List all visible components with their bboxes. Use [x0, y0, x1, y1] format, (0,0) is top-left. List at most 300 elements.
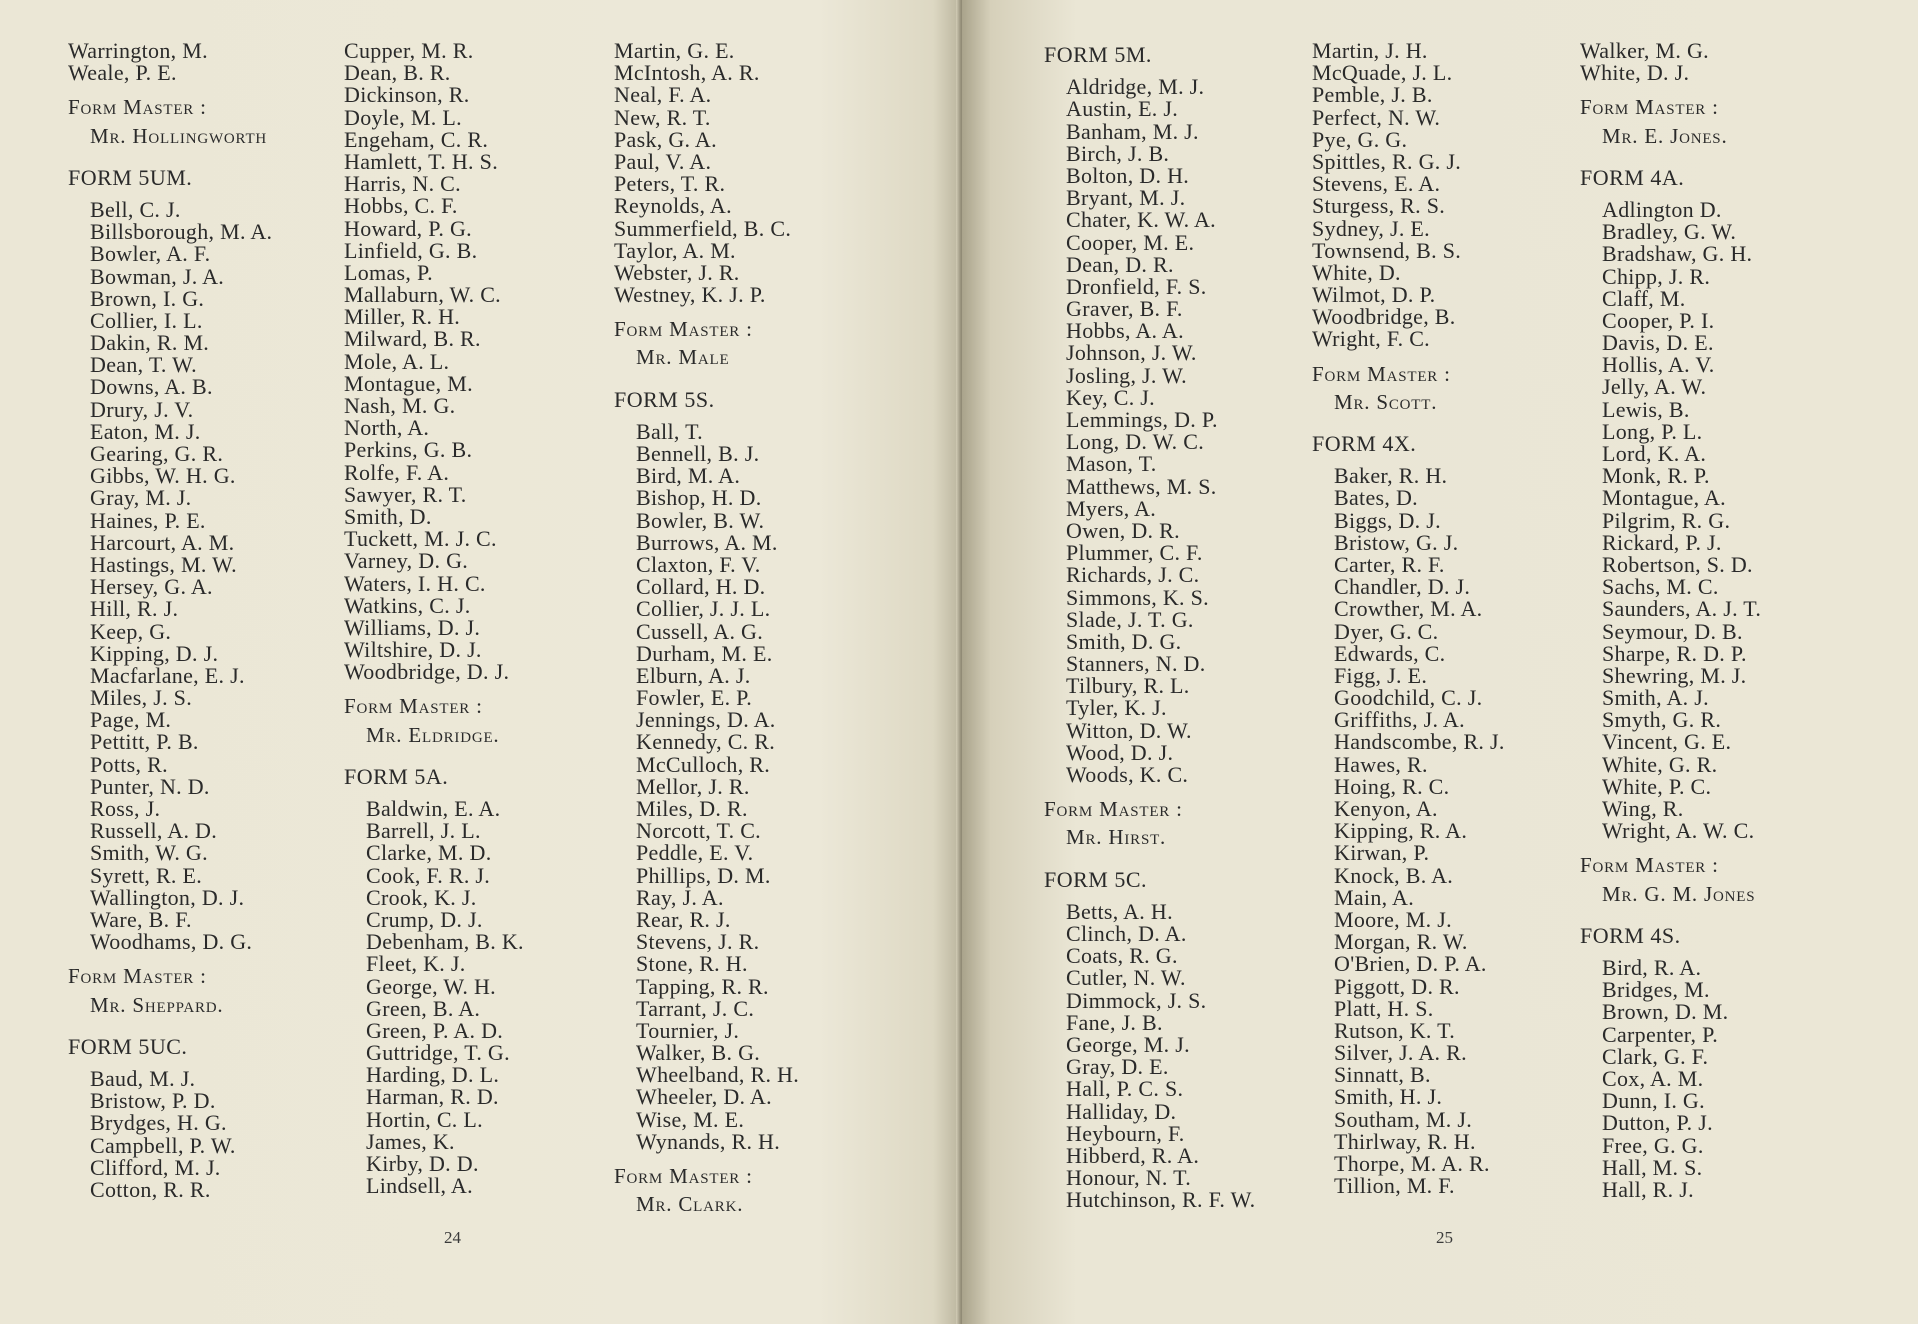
student-name: Harris, N. C. [344, 171, 461, 197]
student-name: Summerfield, B. C. [614, 215, 792, 241]
student-name: Mole, A. L. [344, 348, 450, 374]
student-name: Dunn, I. G. [1602, 1088, 1705, 1114]
student-name: Cutler, N. W. [1066, 965, 1186, 991]
student-name: Platt, H. S. [1334, 995, 1434, 1021]
student-name: Hastings, M. W. [90, 551, 237, 577]
student-name: Hobbs, C. F. [344, 193, 458, 219]
student-name: Thorpe, M. A. R. [1334, 1151, 1490, 1177]
student-name: Josling, J. W. [1066, 362, 1187, 388]
student-name: Pilgrim, R. G. [1602, 507, 1731, 533]
student-name: Jelly, A. W. [1602, 374, 1707, 400]
student-name: Long, P. L. [1602, 418, 1703, 444]
student-name: Kipping, R. A. [1334, 818, 1468, 844]
student-name: Baldwin, E. A. [366, 796, 501, 822]
student-name: Walker, B. G. [636, 1040, 761, 1066]
student-name: Claxton, F. V. [636, 551, 761, 577]
student-name: Brydges, H. G. [90, 1110, 227, 1136]
student-name: Saunders, A. J. T. [1602, 596, 1762, 622]
form-heading: FORM 4X. [1312, 431, 1417, 457]
student-name: New, R. T. [614, 104, 711, 130]
student-name: Harcourt, A. M. [90, 529, 235, 555]
form-master-name: Mr. Scott. [1334, 389, 1438, 414]
student-name: Miles, J. S. [90, 685, 193, 711]
student-name: Weale, P. E. [68, 60, 177, 86]
student-name: Hollis, A. V. [1602, 352, 1715, 378]
student-name: George, W. H. [366, 973, 496, 999]
student-name: Chandler, D. J. [1334, 574, 1471, 600]
student-name: Hibberd, R. A. [1066, 1142, 1200, 1168]
student-name: Robertson, S. D. [1602, 551, 1753, 577]
student-name: McQuade, J. L. [1312, 60, 1453, 86]
student-name: Fowler, E. P. [636, 685, 753, 711]
student-name: Perfect, N. W. [1312, 104, 1441, 130]
student-name: Williams, D. J. [344, 614, 481, 640]
student-name: Rolfe, F. A. [344, 459, 450, 485]
student-name: White, D. J. [1580, 60, 1690, 86]
student-name: Woodbridge, D. J. [344, 659, 510, 685]
student-name: Davis, D. E. [1602, 330, 1714, 356]
student-name: Hortin, C. L. [366, 1106, 483, 1132]
student-name: Edwards, C. [1334, 640, 1446, 666]
student-name: Ball, T. [636, 418, 703, 444]
student-name: Durham, M. E. [636, 640, 773, 666]
student-name: Graver, B. F. [1066, 296, 1183, 322]
student-name: Handscombe, R. J. [1334, 729, 1505, 755]
student-name: Punter, N. D. [90, 773, 210, 799]
student-name: Sturgess, R. S. [1312, 193, 1446, 219]
student-name: Austin, E. J. [1066, 96, 1179, 122]
form-heading: FORM 5C. [1044, 866, 1148, 892]
student-name: Chater, K. W. A. [1066, 207, 1216, 233]
student-name: Smith, D. G. [1066, 628, 1182, 654]
student-name: Eaton, M. J. [90, 418, 201, 444]
page-number: 25 [1436, 1228, 1453, 1247]
student-name: Bristow, P. D. [90, 1088, 216, 1114]
student-name: Wilmot, D. P. [1312, 282, 1436, 308]
student-name: Crump, D. J. [366, 906, 483, 932]
student-name: North, A. [344, 415, 430, 441]
student-name: Dimmock, J. S. [1066, 987, 1207, 1013]
student-name: Smith, W. G. [90, 840, 208, 866]
student-name: Martin, J. H. [1312, 38, 1428, 63]
form-heading: FORM 5A. [344, 763, 449, 789]
form-master-name: Mr. Sheppard. [90, 992, 224, 1017]
student-name: Bates, D. [1334, 485, 1418, 511]
form-master-label: Form Master : [344, 694, 483, 719]
student-name: Bird, R. A. [1602, 955, 1702, 981]
student-name: Coats, R. G. [1066, 943, 1178, 969]
student-name: Downs, A. B. [90, 374, 213, 400]
student-name: Peddle, E. V. [636, 840, 754, 866]
student-name: Dean, T. W. [90, 352, 197, 378]
student-name: Peters, T. R. [614, 171, 726, 197]
student-name: Wallington, D. J. [90, 884, 245, 910]
student-name: Dean, D. R. [1066, 251, 1174, 277]
student-name: Wheeler, D. A. [636, 1084, 772, 1110]
form-master-name: Mr. E. Jones. [1602, 123, 1728, 148]
student-name: Honour, N. T. [1066, 1165, 1192, 1191]
student-name: Engeham, C. R. [344, 126, 489, 152]
student-name: Main, A. [1334, 884, 1415, 910]
student-name: Pye, G. G. [1312, 126, 1408, 152]
student-name: Kirby, D. D. [366, 1151, 479, 1177]
student-name: Woodbridge, B. [1312, 304, 1456, 330]
student-name: Bowler, A. F. [90, 241, 211, 267]
student-name: Dutton, P. J. [1602, 1110, 1713, 1136]
form-heading: FORM 4S. [1580, 922, 1681, 948]
form-master-label: Form Master : [614, 317, 753, 342]
student-name: Baud, M. J. [90, 1065, 196, 1091]
student-name: Collard, H. D. [636, 574, 766, 600]
student-name: Pemble, J. B. [1312, 82, 1433, 108]
student-name: Owen, D. R. [1066, 517, 1180, 543]
student-name: Collier, J. J. L. [636, 596, 771, 622]
student-name: Claff, M. [1602, 285, 1686, 311]
form-master-label: Form Master : [1580, 853, 1719, 878]
student-name: Wiltshire, D. J. [344, 637, 482, 663]
student-name: Debenham, B. K. [366, 929, 524, 955]
student-name: Free, G. G. [1602, 1132, 1704, 1158]
student-name: Fleet, K. J. [366, 951, 466, 977]
student-name: Bell, C. J. [90, 196, 181, 222]
student-name: Tournier, J. [636, 1017, 740, 1043]
student-name: Clifford, M. J. [90, 1154, 221, 1180]
student-name: Woods, K. C. [1066, 762, 1189, 788]
form-master-name: Mr. Hirst. [1066, 825, 1167, 850]
student-name: Baker, R. H. [1334, 463, 1448, 489]
student-name: Birch, J. B. [1066, 140, 1170, 166]
student-name: Bradley, G. W. [1602, 219, 1737, 245]
student-name: Knock, B. A. [1334, 862, 1454, 888]
student-name: Green, P. A. D. [366, 1017, 504, 1043]
student-name: Reynolds, A. [614, 193, 732, 219]
student-name: Rear, R. J. [636, 906, 731, 932]
student-name: Townsend, B. S. [1312, 237, 1462, 263]
student-name: Pask, G. A. [614, 126, 717, 152]
student-name: Varney, D. G. [344, 548, 469, 574]
student-name: Figg, J. E. [1334, 662, 1428, 688]
student-name: Griffiths, J. A. [1334, 707, 1465, 733]
student-name: Kenyon, A. [1334, 796, 1438, 822]
student-name: James, K. [366, 1128, 455, 1154]
student-name: Bowman, J. A. [90, 263, 225, 289]
student-name: Perkins, G. B. [344, 437, 473, 463]
student-name: Johnson, J. W. [1066, 340, 1197, 366]
student-name: Slade, J. T. G. [1066, 606, 1194, 632]
student-name: Hall, P. C. S. [1066, 1076, 1184, 1102]
student-name: Kirwan, P. [1334, 840, 1430, 866]
student-name: Montague, M. [344, 370, 473, 396]
student-name: Clark, G. F. [1602, 1043, 1709, 1069]
student-name: Bradshaw, G. H. [1602, 241, 1753, 267]
student-name: Martin, G. E. [614, 38, 735, 63]
student-name: Gray, D. E. [1066, 1054, 1169, 1080]
student-name: Cotton, R. R. [90, 1176, 211, 1202]
student-name: Dakin, R. M. [90, 330, 210, 356]
student-name: Norcott, T. C. [636, 818, 761, 844]
student-name: McCulloch, R. [636, 751, 771, 777]
student-name: Morgan, R. W. [1334, 929, 1468, 955]
student-name: Stanners, N. D. [1066, 651, 1206, 677]
student-name: Biggs, D. J. [1334, 507, 1441, 533]
left-column-1 [68, 40, 318, 1201]
student-name: Cooper, M. E. [1066, 229, 1195, 255]
form-master-label: Form Master : [1312, 361, 1451, 386]
form-heading: FORM 5UM. [68, 164, 193, 190]
student-name: Wood, D. J. [1066, 739, 1174, 765]
student-name: Webster, J. R. [614, 259, 740, 285]
student-name: Mallaburn, W. C. [344, 282, 501, 308]
student-name: Drury, J. V. [90, 396, 194, 422]
student-name: Adlington D. [1602, 196, 1722, 222]
left-column-2 [344, 40, 594, 1197]
student-name: Westney, K. J. P. [614, 282, 766, 308]
student-name: Clinch, D. A. [1066, 921, 1187, 946]
student-name: Smith, A. J. [1602, 685, 1709, 711]
student-name: Hill, R. J. [90, 596, 179, 622]
form-heading: FORM 4A. [1580, 164, 1685, 190]
student-name: Betts, A. H. [1066, 898, 1173, 924]
form-master-label: Form Master : [1044, 797, 1183, 822]
student-name: Monk, R. P. [1602, 463, 1710, 489]
student-name: Stevens, J. R. [636, 929, 760, 955]
student-name: Wynands, R. H. [636, 1128, 781, 1154]
student-name: Lindsell, A. [366, 1173, 473, 1199]
student-name: Waters, I. H. C. [344, 570, 486, 596]
student-name: Brown, D. M. [1602, 999, 1729, 1025]
student-name: Richards, J. C. [1066, 562, 1200, 588]
student-name: Dean, B. R. [344, 60, 451, 86]
student-name: Brown, I. G. [90, 285, 205, 311]
student-name: Jennings, D. A. [636, 707, 776, 733]
student-name: Tilbury, R. L. [1066, 673, 1190, 699]
student-name: Bird, M. A. [636, 463, 741, 489]
page-number: 24 [444, 1228, 461, 1247]
student-name: Smith, D. [344, 503, 432, 529]
student-name: Plummer, C. F. [1066, 540, 1203, 566]
student-name: Howard, P. G. [344, 215, 472, 241]
form-master-label: Form Master : [68, 964, 207, 989]
student-name: Potts, R. [90, 751, 168, 777]
student-name: Gray, M. J. [90, 485, 192, 511]
form-master-name: Mr. Eldridge. [366, 722, 500, 747]
student-name: Shewring, M. J. [1602, 662, 1747, 688]
student-name: Russell, A. D. [90, 818, 218, 844]
student-name: Warrington, M. [68, 38, 208, 63]
student-name: Stone, R. H. [636, 951, 748, 977]
student-name: Campbell, P. W. [90, 1132, 236, 1158]
student-name: Myers, A. [1066, 495, 1157, 521]
student-name: Haines, P. E. [90, 507, 206, 533]
student-name: Sachs, M. C. [1602, 574, 1719, 600]
student-name: Green, B. A. [366, 995, 481, 1021]
student-name: Lord, K. A. [1602, 441, 1707, 467]
student-name: Cox, A. M. [1602, 1065, 1704, 1091]
student-name: Ross, J. [90, 796, 161, 822]
student-name: Syrett, R. E. [90, 862, 203, 888]
student-name: Lemmings, D. P. [1066, 407, 1218, 433]
student-name: Neal, F. A. [614, 82, 712, 108]
student-name: Witton, D. W. [1066, 717, 1192, 743]
student-name: Tillion, M. F. [1334, 1173, 1455, 1199]
student-name: Aldridge, M. J. [1066, 74, 1205, 100]
student-name: Nash, M. G. [344, 393, 456, 418]
student-name: Dickinson, R. [344, 82, 470, 108]
student-name: Fane, J. B. [1066, 1009, 1163, 1035]
student-name: Hall, M. S. [1602, 1154, 1703, 1180]
student-name: Lewis, B. [1602, 396, 1690, 422]
student-name: Heybourn, F. [1066, 1120, 1185, 1146]
student-name: Hobbs, A. A. [1066, 318, 1184, 344]
left-column-3 [614, 40, 864, 1219]
student-name: Guttridge, T. G. [366, 1040, 510, 1066]
student-name: Phillips, D. M. [636, 862, 771, 888]
student-name: White, P. C. [1602, 773, 1712, 799]
student-name: Tarrant, J. C. [636, 995, 755, 1021]
student-name: Kennedy, C. R. [636, 729, 776, 755]
student-name: Lomas, P. [344, 259, 433, 285]
student-name: Keep, G. [90, 618, 172, 644]
student-name: Dronfield, F. S. [1066, 273, 1207, 299]
student-name: Mellor, J. R. [636, 773, 750, 799]
student-name: Wise, M. E. [636, 1106, 745, 1132]
student-name: Dyer, G. C. [1334, 618, 1439, 644]
student-name: Miller, R. H. [344, 304, 461, 330]
student-name: Hawes, R. [1334, 751, 1428, 777]
right-column-2 [1312, 40, 1562, 1197]
student-name: Smith, H. J. [1334, 1084, 1443, 1110]
student-name: Hutchinson, R. F. W. [1066, 1187, 1256, 1213]
student-name: Crook, K. J. [366, 884, 477, 910]
student-name: Seymour, D. B. [1602, 618, 1743, 644]
form-master-name: Mr. G. M. Jones [1602, 881, 1756, 906]
student-name: Elburn, A. J. [636, 662, 751, 688]
student-name: Moore, M. J. [1334, 906, 1452, 932]
student-name: McIntosh, A. R. [614, 60, 760, 86]
student-name: Kipping, D. J. [90, 640, 219, 666]
student-name: Cooper, P. I. [1602, 307, 1715, 333]
student-name: Walker, M. G. [1580, 38, 1709, 63]
student-name: Wing, R. [1602, 796, 1684, 822]
student-name: Bolton, D. H. [1066, 162, 1190, 188]
student-name: Bennell, B. J. [636, 441, 760, 467]
student-name: Halliday, D. [1066, 1098, 1177, 1124]
student-name: Tapping, R. R. [636, 973, 769, 999]
student-name: Sharpe, R. D. P. [1602, 640, 1747, 666]
form-heading: FORM 5M. [1044, 42, 1152, 67]
student-name: Banham, M. J. [1066, 118, 1199, 144]
form-heading: FORM 5UC. [68, 1033, 188, 1059]
student-name: Barrell, J. L. [366, 818, 481, 844]
student-name: Vincent, G. E. [1602, 729, 1732, 755]
student-name: O'Brien, D. P. A. [1334, 951, 1487, 977]
student-name: Woodhams, D. G. [90, 929, 253, 955]
form-master-label: Form Master : [1580, 95, 1719, 120]
student-name: Sawyer, R. T. [344, 481, 467, 507]
student-name: Tuckett, M. J. C. [344, 526, 497, 552]
student-name: Sydney, J. E. [1312, 215, 1430, 241]
student-name: Hall, R. J. [1602, 1176, 1694, 1202]
student-name: Carpenter, P. [1602, 1021, 1719, 1047]
student-name: Southam, M. J. [1334, 1106, 1473, 1132]
student-name: Wright, F. C. [1312, 326, 1430, 352]
right-page [962, 0, 1918, 1324]
student-name: Silver, J. A. R. [1334, 1040, 1467, 1066]
form-master-name: Mr. Hollingworth [90, 123, 268, 148]
student-name: Goodchild, C. J. [1334, 685, 1483, 711]
student-name: Linfield, G. B. [344, 237, 478, 263]
student-name: Crowther, M. A. [1334, 596, 1483, 622]
student-name: Gibbs, W. H. G. [90, 463, 236, 489]
form-master-name: Mr. Clark. [636, 1192, 744, 1217]
student-name: Paul, V. A. [614, 148, 712, 174]
student-name: Carter, R. F. [1334, 551, 1445, 577]
student-name: Tyler, K. J. [1066, 695, 1167, 721]
student-name: White, G. R. [1602, 751, 1718, 777]
student-name: Page, M. [90, 707, 172, 733]
form-master-label: Form Master : [68, 95, 207, 120]
student-name: Burrows, A. M. [636, 529, 778, 555]
student-name: Bryant, M. J. [1066, 185, 1186, 211]
student-name: Bishop, H. D. [636, 485, 762, 511]
student-name: Ware, B. F. [90, 906, 192, 932]
student-name: Hoing, R. C. [1334, 773, 1450, 799]
student-name: Chipp, J. R. [1602, 263, 1711, 289]
student-name: Milward, B. R. [344, 326, 481, 352]
student-name: Harman, R. D. [366, 1084, 499, 1110]
student-name: Smyth, G. R. [1602, 707, 1722, 733]
form-heading: FORM 5S. [614, 386, 715, 412]
student-name: Simmons, K. S. [1066, 584, 1209, 610]
student-name: Doyle, M. L. [344, 104, 462, 130]
student-name: Matthews, M. S. [1066, 473, 1217, 499]
student-name: Cook, F. R. J. [366, 862, 491, 888]
student-name: Rickard, P. J. [1602, 529, 1722, 555]
student-name: Macfarlane, E. J. [90, 662, 245, 688]
student-name: Billsborough, M. A. [90, 219, 273, 245]
student-name: Cupper, M. R. [344, 38, 474, 63]
student-name: Watkins, C. J. [344, 592, 471, 618]
student-name: Harding, D. L. [366, 1062, 500, 1088]
right-column-3 [1580, 40, 1830, 1201]
student-name: Bowler, B. W. [636, 507, 765, 533]
student-name: Wheelband, R. H. [636, 1062, 800, 1088]
student-name: Taylor, A. M. [614, 237, 736, 263]
student-name: White, D. [1312, 259, 1401, 285]
student-name: George, M. J. [1066, 1031, 1190, 1057]
student-name: Cussell, A. G. [636, 618, 764, 644]
form-master-label: Form Master : [614, 1164, 753, 1189]
student-name: Clarke, M. D. [366, 840, 492, 866]
student-name: Montague, A. [1602, 485, 1726, 511]
student-name: Spittles, R. G. J. [1312, 148, 1462, 174]
student-name: Stevens, E. A. [1312, 171, 1441, 197]
student-name: Gearing, G. R. [90, 441, 224, 467]
student-name: Piggott, D. R. [1334, 973, 1460, 999]
student-name: Hersey, G. A. [90, 574, 213, 600]
student-name: Collier, I. L. [90, 307, 203, 333]
student-name: Thirlway, R. H. [1334, 1128, 1476, 1154]
form-master-name: Mr. Male [636, 345, 730, 370]
student-name: Long, D. W. C. [1066, 429, 1205, 455]
student-name: Bridges, M. [1602, 977, 1710, 1003]
student-name: Sinnatt, B. [1334, 1062, 1431, 1088]
student-name: Pettitt, P. B. [90, 729, 199, 755]
student-name: Mason, T. [1066, 451, 1157, 477]
right-column-1 [1044, 40, 1294, 1211]
student-name: Hamlett, T. H. S. [344, 148, 498, 174]
student-name: Bristow, G. J. [1334, 529, 1459, 555]
